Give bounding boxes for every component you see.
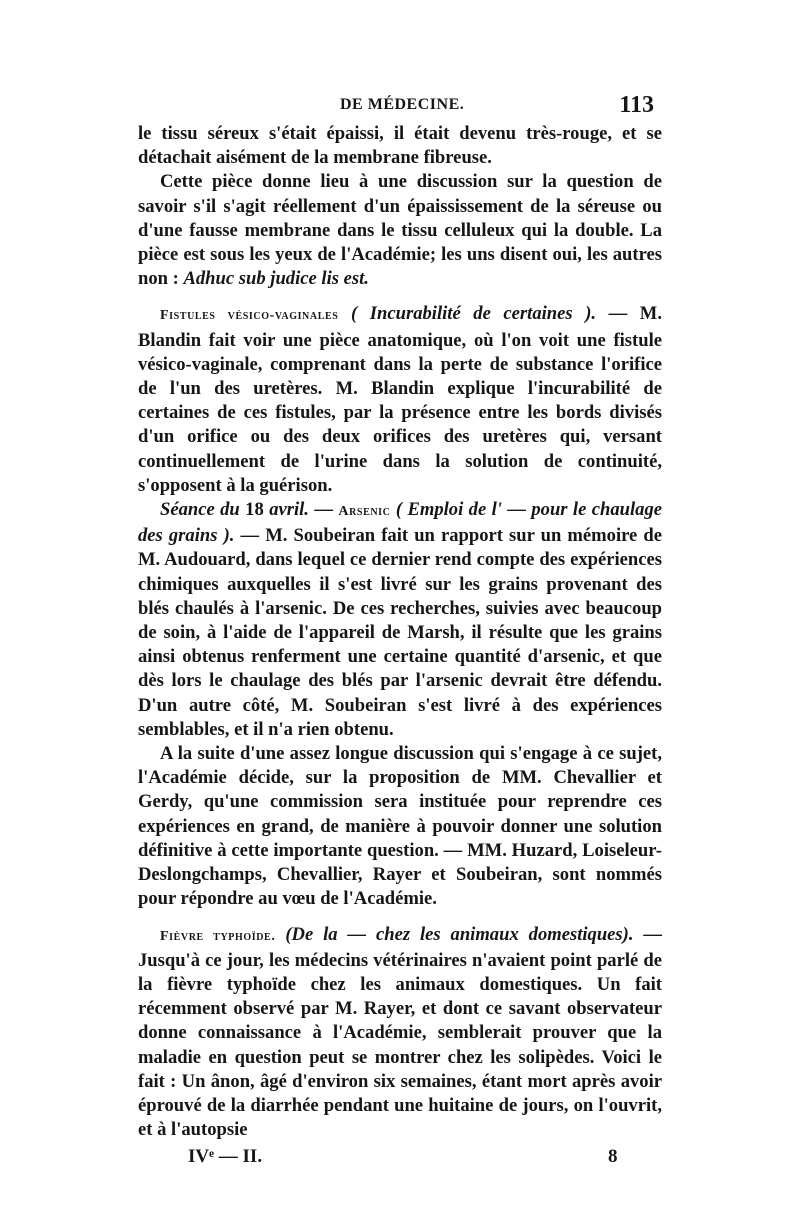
sheet-number: 8 bbox=[608, 1146, 618, 1168]
paragraph-arsenic bbox=[138, 498, 662, 742]
text-column bbox=[138, 92, 662, 1172]
section-subject-fievre: (De la — chez les animaux domestiques). bbox=[285, 923, 634, 945]
section-heading-fistules: Fistules vésico-vaginales bbox=[160, 308, 339, 324]
paragraph-continuation: le tissu séreux s'était épaissi, il était devenu très-rouge, et se détachait aisément de la membrane fibreuse. bbox=[138, 123, 662, 169]
paragraph-fistules-text: — M. Blandin fait voir une pièce anatomique, où l'on voit une fistule vésico-vaginale, comprenant dans la perte de substance l'orifice de l'un des uretères. M. Blandin explique l'incurabilité de certaines de ces fistules, par la présence entre les bords divisés d'un orifice ou des deux orifices des uretères qui, versant continuellement de l'urine dans la solution de continuité, s'opposent à la guérison. bbox=[138, 303, 663, 496]
signature-mark: IVᵉ — II. bbox=[188, 1146, 263, 1168]
session-dash: — bbox=[308, 499, 339, 521]
session-month: avril. bbox=[269, 499, 309, 521]
section-subject-fistules: ( Incurabilité de certaines ). bbox=[351, 303, 597, 325]
paragraph-discussion bbox=[138, 170, 662, 291]
paragraph-fievre-text: — Jusqu'à ce jour, les médecins vétérinaires n'avaient point parlé de la fièvre typhoïde chez les animaux domestiques. Un fait récemment observé par M. Rayer, et dont ce savant observateur donne connaissance à l'Académie, semblerait prouver que la maladie en question peut se montrer chez les solipèdes. Voici le fait : Un ânon, âgé d'environ six semaines, étant mort après avoir éprouvé de la diarrhée pendant une huitaine de jours, on l'ouvrit, et à l'autopsie bbox=[138, 923, 662, 1141]
page-footer bbox=[138, 1146, 662, 1172]
paragraph-fievre bbox=[138, 923, 662, 1143]
running-title: DE MÉDECINE. bbox=[340, 96, 465, 113]
session-date: 18 bbox=[239, 499, 270, 521]
latin-quote: Adhuc sub judice lis est. bbox=[183, 268, 369, 290]
page-number: 113 bbox=[619, 92, 654, 118]
section-heading-arsenic: Arsenic bbox=[338, 504, 391, 520]
paragraph-discussion-text: Cette pièce donne lieu à une discussion sur la question de savoir s'il s'agit réellement d'un épaississement de la séreuse ou d'une fausse membrane dans le tissu celluleux qui la double. La pièce est sous les yeux de l'Académie; les uns disent oui, les autres non : bbox=[138, 171, 662, 290]
page-header bbox=[138, 92, 662, 122]
session-label: Séance du bbox=[160, 499, 240, 521]
paragraph-fistules bbox=[138, 302, 662, 498]
body-text bbox=[138, 122, 662, 1142]
paragraph-arsenic-text: — M. Soubeiran fait un rapport sur un mémoire de M. Audouard, dans lequel ce dernier rend compte des expériences chimiques auxquelles il s'est livré sur les grains provenant des blés chaulés à l'arsenic. De ces recherches, suivies avec beaucoup de soin, à l'aide de l'appareil de Marsh, il résulte que les grains ainsi obtenus renferment une certaine quantité d'arsenic, et que dès lors le chaulage des blés par l'arsenic devrait être défendu. D'un autre côté, M. Soubeiran s'est livré à des expériences semblables, et il n'a rien obtenu. bbox=[138, 525, 662, 740]
section-heading-fievre: Fièvre typhoïde. bbox=[160, 928, 276, 944]
section-subject-arsenic: ( Emploi de l' — pour le chaulage des grains ). bbox=[138, 499, 662, 547]
paragraph-commission: A la suite d'une assez longue discussion qui s'engage à ce sujet, l'Académie décide, sur la proposition de MM. Chevallier et Gerdy, qu'une commission sera instituée pour reprendre ces expériences en grand, de manière à pouvoir donner une solution définitive à cette importante question. — MM. Huzard, Loiseleur-Deslongchamps, Chevallier, Rayer et Soubeiran, sont nommés pour répondre au vœu de l'Académie. bbox=[138, 743, 662, 910]
